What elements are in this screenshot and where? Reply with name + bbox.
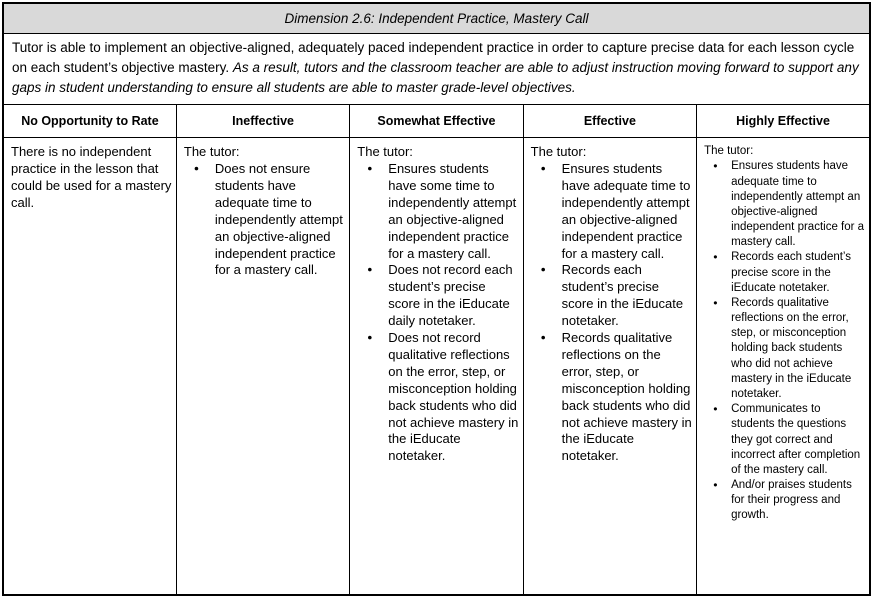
- bullet-item: ● Records each student’s precise score in the iEducate notetaker.: [562, 262, 692, 330]
- bullet-item: ● Does not record each student’s precise score in the iEducate daily notetaker.: [388, 262, 518, 330]
- rating-cell-no-opportunity-to-rate: [3, 138, 176, 595]
- column-header-highly-effective: Highly Effective: [697, 105, 870, 138]
- bullet-item: ● Records each student’s precise score in the iEducate notetaker.: [731, 250, 866, 296]
- cell-intro: The tutor:: [357, 144, 413, 160]
- rating-cell-highly-effective: [697, 138, 870, 595]
- bullet-list: [357, 161, 518, 465]
- rating-cell-effective: [523, 138, 696, 595]
- column-header-somewhat-effective: Somewhat Effective: [350, 105, 523, 138]
- cell-intro: The tutor:: [530, 144, 587, 160]
- rubric-table: [2, 2, 871, 596]
- bullet-list: [704, 159, 866, 523]
- bullet-item: ● Records qualitative reflections on the error, step, or misconception holding back students who did not achieve mastery in the iEducate notetaker.: [562, 330, 692, 465]
- cell-intro: The tutor:: [704, 145, 754, 158]
- cell-text: There is no independent practice in the lesson that could be used for a mastery call.: [11, 144, 172, 210]
- cell-intro: The tutor:: [183, 144, 240, 160]
- description-text: Tutor is able to implement an objective-aligned, adequately paced independent practice in order to capture precise data for each lesson cycle on each student’s objective mastery.: [12, 39, 855, 75]
- bullet-item: ● And/or praises students for their progress and growth.: [731, 478, 866, 524]
- title-row: [3, 3, 870, 33]
- bullet-item: ● Does not ensure students have adequate time to independently attempt an objective-aligned independent practice for a mastery call.: [215, 161, 345, 279]
- bullet-list: [184, 161, 345, 279]
- rating-body-row: [3, 138, 870, 595]
- description-row: [3, 33, 870, 105]
- bullet-list: [531, 161, 692, 465]
- bullet-item: ● Does not record qualitative reflections on the error, step, or misconception holding back students who did not achieve mastery in the iEducate notetaker.: [388, 330, 518, 465]
- bullet-item: ● Ensures students have some time to independently attempt an objective-aligned independent practice for a mastery call.: [388, 161, 518, 262]
- rating-cell-ineffective: [176, 138, 349, 595]
- bullet-item: ● Records qualitative reflections on the error, step, or misconception holding back students who did not achieve mastery in the iEducate notetaker.: [731, 296, 866, 402]
- rating-cell-somewhat-effective: [350, 138, 523, 595]
- rating-header-row: [3, 105, 870, 138]
- column-header-no-opportunity-to-rate: No Opportunity to Rate: [3, 105, 176, 138]
- column-header-effective: Effective: [523, 105, 696, 138]
- description-italic-text: As a result, tutors and the classroom teacher are able to adjust instruction moving forward to support any gaps in student understanding to ensure all students are able to master grade-level objectives.: [12, 59, 859, 95]
- bullet-item: ● Ensures students have adequate time to independently attempt an objective-aligned independent practice for a mastery call.: [562, 161, 692, 262]
- bullet-item: ● Communicates to students the questions they got correct and incorrect after completion of the mastery call.: [731, 402, 866, 478]
- column-header-ineffective: Ineffective: [176, 105, 349, 138]
- rubric-description: [3, 33, 870, 105]
- rubric-title: Dimension 2.6: Independent Practice, Mastery Call: [3, 3, 870, 33]
- bullet-item: ● Ensures students have adequate time to independently attempt an objective-aligned independent practice for a mastery call.: [731, 159, 866, 250]
